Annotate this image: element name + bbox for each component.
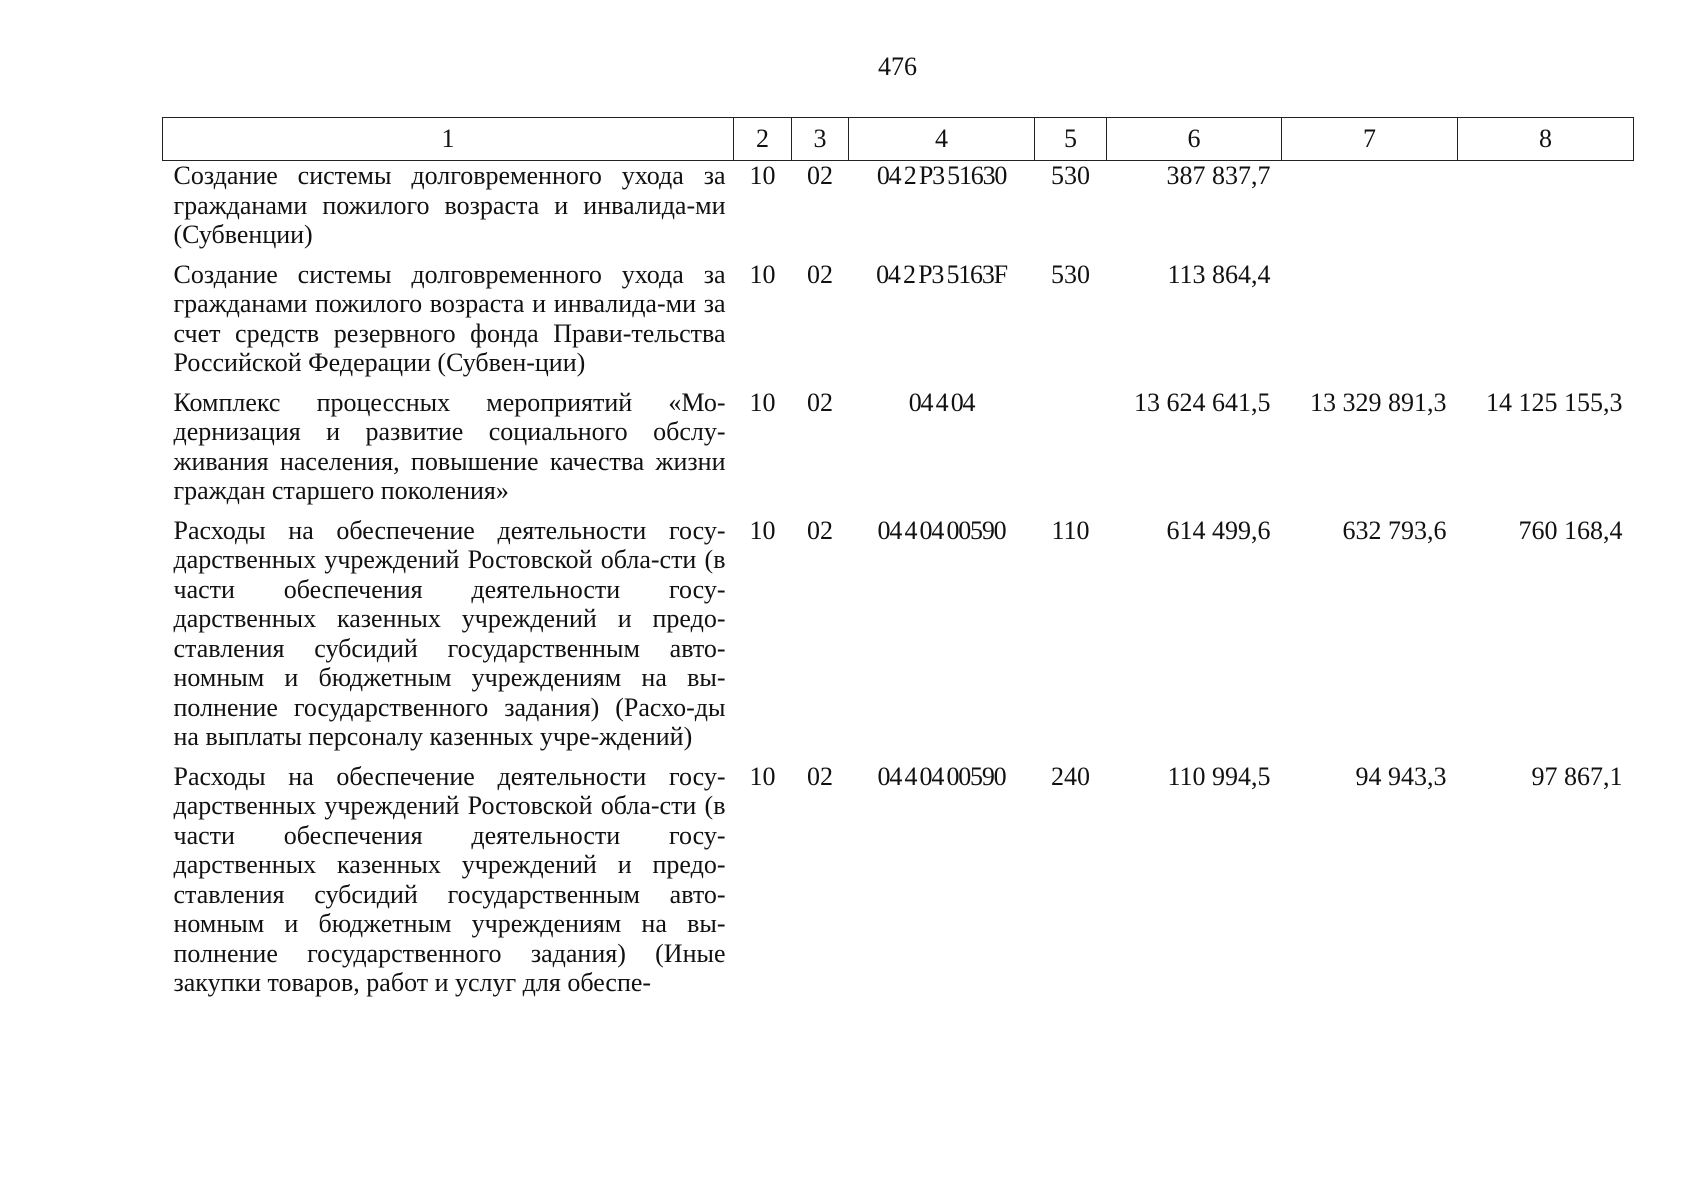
amount-col-7: 13 329 891,3 [1310,387,1447,417]
table-row [163,260,1634,388]
amount-col-8: 97 867,1 [1531,761,1623,791]
amount-col-7 [1282,161,1458,260]
amount-col-8 [1458,161,1634,260]
column-header-5: 5 [1035,118,1107,161]
table-row [163,762,1634,998]
expense-type-code: 240 [1051,761,1090,791]
table-row [163,516,1634,762]
amount-col-6: 387 837,7 [1166,161,1271,190]
amount-col-7: 632 793,6 [1342,515,1447,545]
row-description: Расходы на обеспечение деятельности госу-дарственных учреждений Ростовской обла-сти (в части обеспечения деятельности госу-дарственных казенных учреждений и предо-ставления субсидий государственным авто-номным и бюджетным учреждениям на вы-полнение государственного задания) (Иные закупки товаров, работ и услуг для обеспе- [173,761,726,997]
target-article-code: 04 2 Р3 51630 [876,161,1007,190]
subsection-code: 02 [807,161,833,190]
target-article-code: 04 4 04 [908,387,975,417]
amount-col-8: 14 125 155,3 [1486,387,1623,417]
row-description: Расходы на обеспечение деятельности госу-дарственных учреждений Ростовской обла-сти (в части обеспечения деятельности госу-дарственных казенных учреждений и предо-ставления субсидий государственным авто-номным и бюджетным учреждениям на вы-полнение государственного задания) (Расхо-ды на выплаты персоналу казенных учре-ждений) [173,515,726,751]
column-header-2: 2 [734,118,792,161]
target-article-code: 04 4 04 00590 [877,761,1006,791]
table-row [163,161,1634,260]
column-header-6: 6 [1107,118,1282,161]
column-header-4: 4 [849,118,1035,161]
section-code: 10 [749,259,776,289]
subsection-code: 02 [807,515,833,545]
subsection-code: 02 [807,259,833,289]
amount-col-7: 94 943,3 [1355,761,1447,791]
column-header-7: 7 [1282,118,1458,161]
amount-col-6: 13 624 641,5 [1134,387,1271,417]
expense-type-code: 530 [1051,259,1090,289]
amount-col-6: 110 994,5 [1167,761,1271,791]
section-code: 10 [749,387,776,417]
amount-col-8 [1458,260,1634,388]
amount-col-7 [1282,260,1458,388]
expense-type-code: 530 [1051,161,1090,190]
column-header-3: 3 [792,118,849,161]
target-article-code: 04 4 04 00590 [877,515,1006,545]
page-number: 476 [878,52,917,81]
section-code: 10 [749,161,776,190]
table-row [163,388,1634,516]
section-code: 10 [749,761,776,791]
column-header-8: 8 [1458,118,1634,161]
row-description: Создание системы долговременного ухода за гражданами пожилого возраста и инвалида-ми (Субвенции) [173,161,726,249]
amount-col-6: 113 864,4 [1167,259,1271,289]
row-description: Создание системы долговременного ухода за гражданами пожилого возраста и инвалида-ми за счет средств резервного фонда Прави-тельства Российской Федерации (Субвен-ции) [173,259,726,377]
expense-type-code: 110 [1051,515,1090,545]
expense-type-code [1035,388,1107,516]
budget-table [162,117,1634,998]
amount-col-8: 760 168,4 [1518,515,1623,545]
column-header-1: 1 [163,118,734,161]
target-article-code: 04 2 Р3 5163F [876,259,1007,289]
subsection-code: 02 [807,387,833,417]
row-description: Комплекс процессных мероприятий «Мо-дернизация и развитие социального обслу-живания населения, повышение качества жизни граждан старшего поколения» [173,387,726,505]
section-code: 10 [749,515,776,545]
table-header-row [163,118,1634,161]
subsection-code: 02 [807,761,833,791]
amount-col-6: 614 499,6 [1166,515,1271,545]
